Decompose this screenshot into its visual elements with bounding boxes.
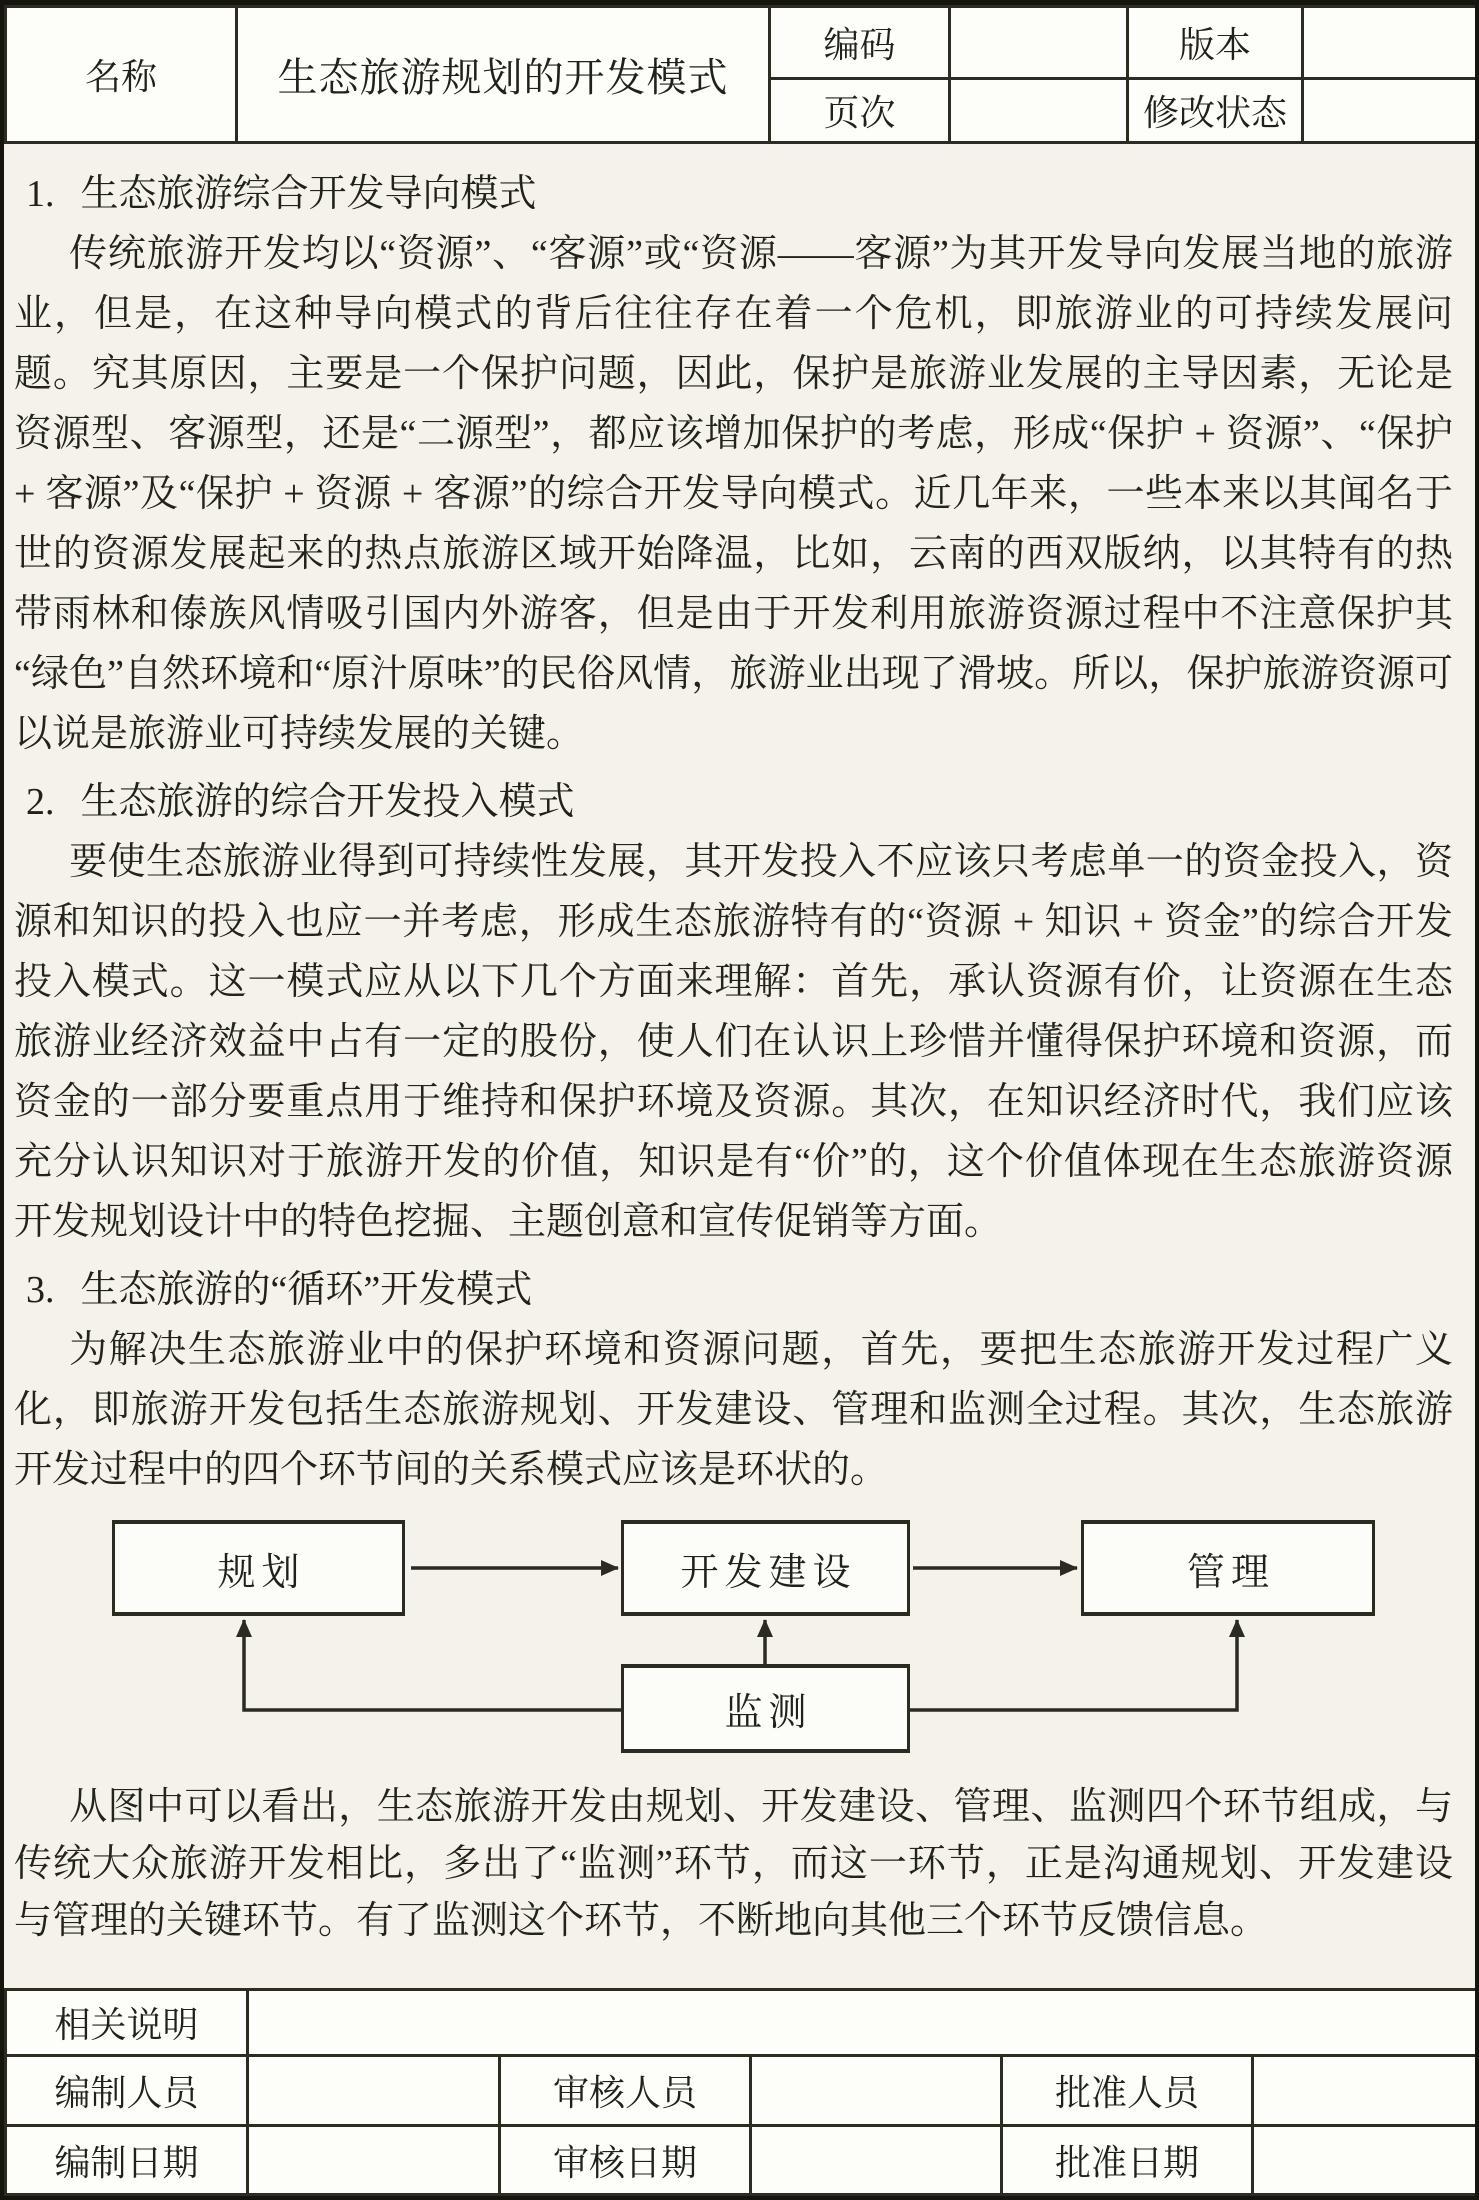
document-body [4, 144, 1475, 1950]
code-label: 编码 [770, 7, 950, 79]
header-table [4, 5, 1478, 144]
section-3-heading [26, 1260, 1453, 1320]
closing-paragraph: 从图中可以看出，生态旅游开发由规划、开发建设、管理、监测四个环节组成，与传统大众旅游开发相比，多出了“监测”环节，而这一环节，正是沟通规划、开发建设与管理的关键环节。有了监测这个环节，不断地向其他三个环节反馈信息。 [14, 1786, 1453, 1942]
section-2-heading-text: 生态旅游的综合开发投入模式 [80, 781, 575, 823]
reviewed-date-label: 审核日期 [500, 2126, 751, 2195]
section-1-number: 1. [26, 173, 55, 215]
approved-date-value-cell [1253, 2126, 1477, 2195]
prepared-by-label: 编制人员 [6, 2056, 248, 2126]
diagram-node-management: 管理 [1081, 1520, 1375, 1616]
reviewed-by-label: 审核人员 [500, 2056, 751, 2126]
revision-status-label: 修改状态 [1128, 79, 1303, 143]
reviewed-date-value-cell [751, 2126, 1002, 2195]
diagram-node-planning: 规划 [112, 1520, 405, 1616]
revision-status-value-cell [1303, 79, 1477, 143]
page-number-label: 页次 [770, 79, 950, 143]
code-value-cell [950, 7, 1128, 79]
diagram-node-development: 开发建设 [621, 1520, 910, 1616]
prepared-by-value-cell [248, 2056, 500, 2126]
version-label: 版本 [1128, 7, 1303, 79]
name-label: 名称 [6, 7, 237, 143]
prepared-date-label: 编制日期 [6, 2126, 248, 2195]
section-3-paragraph: 为解决生态旅游业中的保护环境和资源问题，首先，要把生态旅游开发过程广义化，即旅游开发包括生态旅游规划、开发建设、管理和监测全过程。其次，生态旅游开发过程中的四个环节间的关系模式应该是环状的。 [14, 1329, 1453, 1491]
section-2-heading [26, 772, 1453, 832]
section-1-heading [26, 164, 1453, 224]
section-3-number: 3. [26, 1269, 55, 1311]
related-notes-label: 相关说明 [6, 1990, 248, 2056]
diagram-node-monitoring: 监测 [621, 1664, 910, 1753]
section-1-heading-text: 生态旅游综合开发导向模式 [80, 173, 537, 215]
approved-date-label: 批准日期 [1002, 2126, 1253, 2195]
document-title: 生态旅游规划的开发模式 [237, 7, 770, 143]
section-3-heading-text: 生态旅游的“循环”开发模式 [80, 1269, 533, 1311]
section-2-paragraph: 要使生态旅游业得到可持续性发展，其开发投入不应该只考虑单一的资金投入，资源和知识的投入也应一并考虑，形成生态旅游特有的“资源 + 知识 + 资金”的综合开发投入模式。这一模式应从以下几个方面来理解：首先，承认资源有价，让资源在生态旅游业经济效益中占有一定的股份，使人们在认识上珍惜并懂得保护环境和资源，而资金的一部分要重点用于维持和保护环境及资源。其次，在知识经济时代，我们应该充分认识知识对于旅游开发的价值，知识是有“价”的，这个价值体现在生态旅游资源开发规划设计中的特色挖掘、主题创意和宣传促销等方面。 [14, 841, 1453, 1243]
flow-diagram [14, 1520, 1453, 1753]
section-1-paragraph: 传统旅游开发均以“资源”、“客源”或“资源——客源”为其开发导向发展当地的旅游业，但是，在这种导向模式的背后往往存在着一个危机，即旅游业的可持续发展问题。究其原因，主要是一个保护问题，因此，保护是旅游业发展的主导因素，无论是资源型、客源型，还是“二源型”，都应该增加保护的考虑，形成“保护 + 资源”、“保护 + 客源”及“保护 + 资源 + 客源”的综合开发导向模式。近几年来，一些本来以其闻名于世的资源发展起来的热点旅游区域开始降温，比如，云南的西双版纳，以其特有的热带雨林和傣族风情吸引国内外游客，但是由于开发利用旅游资源过程中不注意保护其“绿色”自然环境和“原汁原味”的民俗风情，旅游业出现了滑坡。所以，保护旅游资源可以说是旅游业可持续发展的关键。 [14, 233, 1453, 755]
version-value-cell [1303, 7, 1477, 79]
arrow-monitoring-to-planning [244, 1620, 621, 1710]
prepared-date-value-cell [248, 2126, 500, 2195]
approved-by-label: 批准人员 [1002, 2056, 1253, 2126]
approved-by-value-cell [1253, 2056, 1477, 2126]
footer-table [4, 1988, 1478, 2196]
page-number-value-cell [950, 79, 1128, 143]
reviewed-by-value-cell [751, 2056, 1002, 2126]
section-2-number: 2. [26, 781, 55, 823]
related-notes-value-cell [248, 1990, 1477, 2056]
arrow-monitoring-to-management [910, 1620, 1237, 1710]
